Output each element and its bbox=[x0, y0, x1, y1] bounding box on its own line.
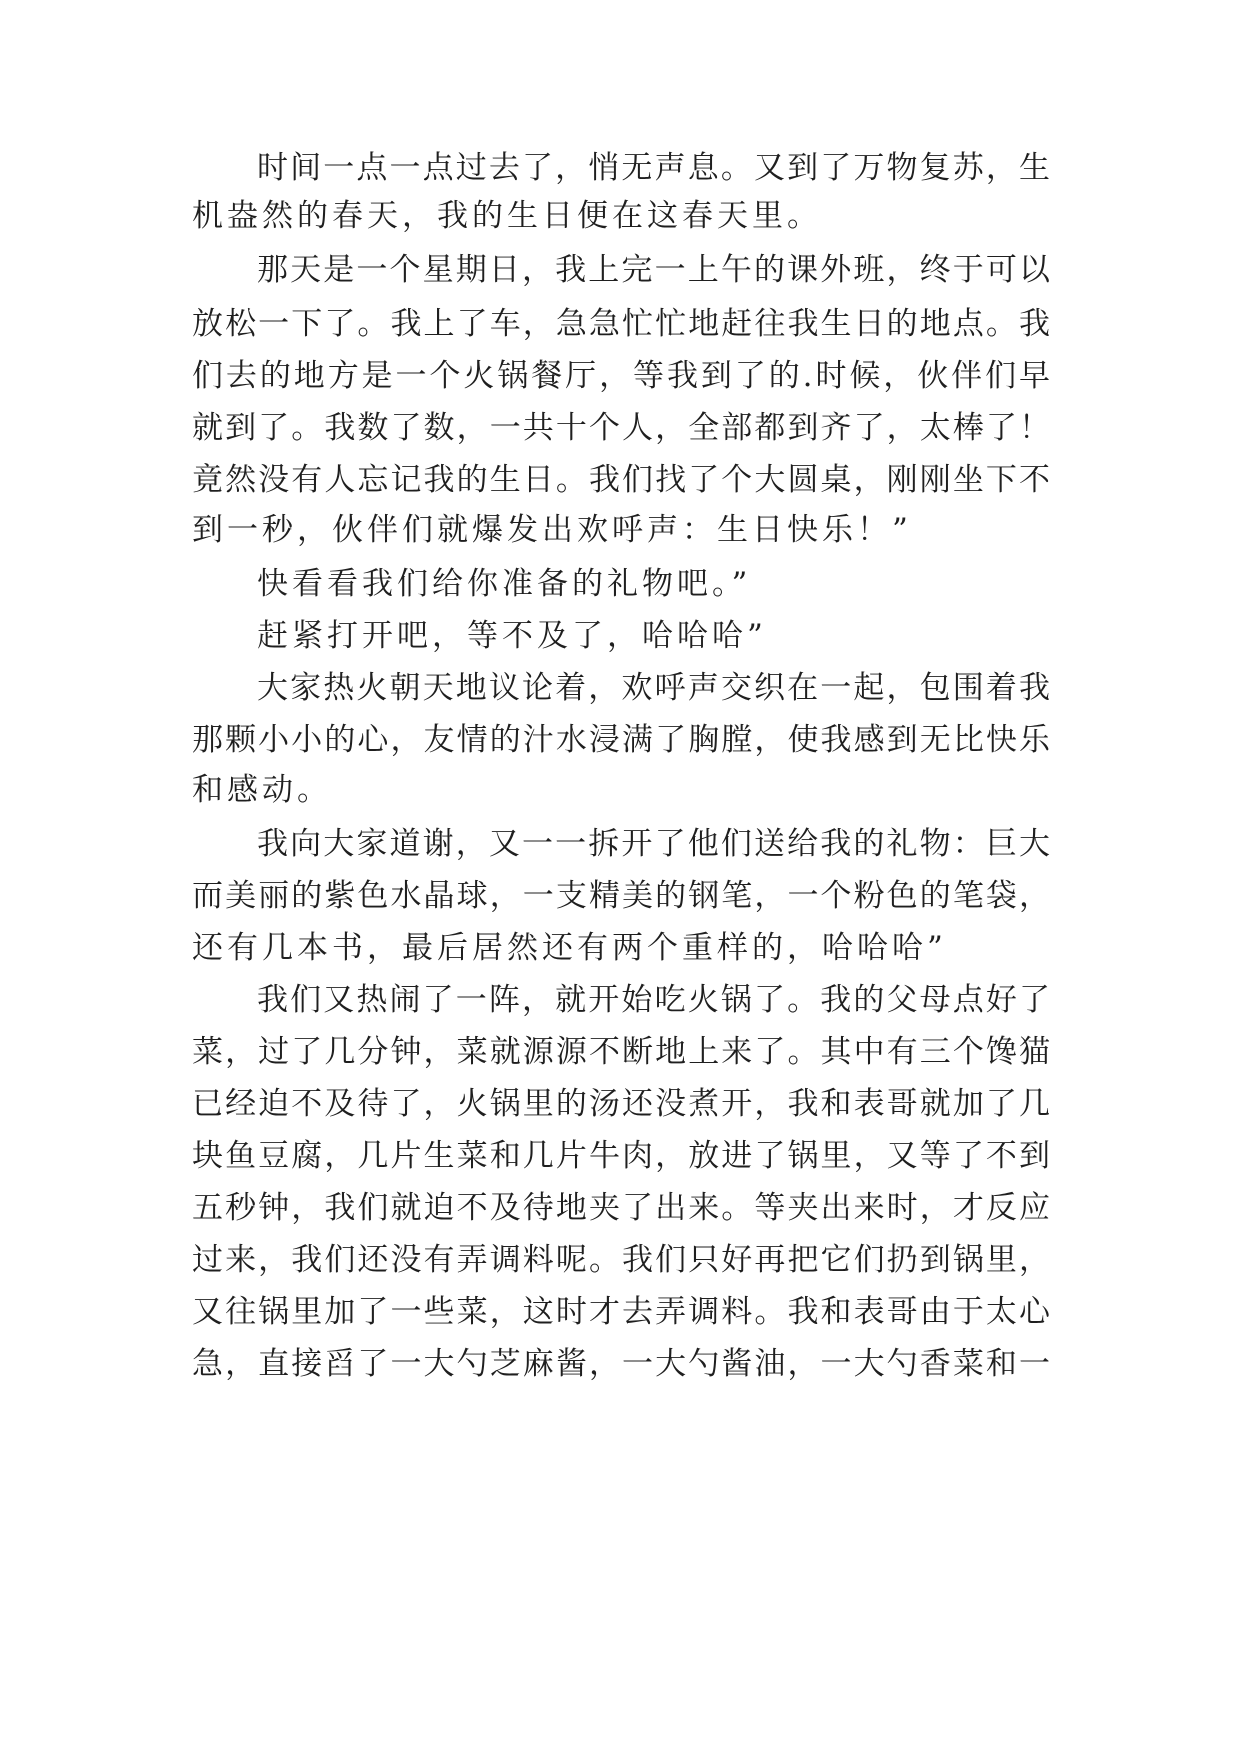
text-line: 还有几本书，最后居然还有两个重样的，哈哈哈” bbox=[192, 930, 947, 966]
text-line: 已经迫不及待了，火锅里的汤还没煮开，我和表哥就加了几 bbox=[192, 1086, 1050, 1122]
text-line: 到一秒，伙伴们就爆发出欢呼声：生日快乐！” bbox=[192, 512, 912, 548]
text-line: 我向大家道谢，又一一拆开了他们送给我的礼物：巨大 bbox=[257, 826, 1050, 862]
text-line: 就到了。我数了数，一共十个人，全部都到齐了，太棒了！ bbox=[192, 410, 1050, 446]
text-line: 快看看我们给你准备的礼物吧。” bbox=[257, 566, 752, 602]
text-line: 而美丽的紫色水晶球，一支精美的钢笔，一个粉色的笔袋， bbox=[192, 878, 1050, 914]
text-line: 和感动。 bbox=[192, 772, 332, 808]
text-line: 机盎然的春天，我的生日便在这春天里。 bbox=[192, 198, 822, 234]
text-line: 放松一下了。我上了车，急急忙忙地赶往我生日的地点。我 bbox=[192, 306, 1050, 342]
text-line: 那天是一个星期日，我上完一上午的课外班，终于可以 bbox=[257, 252, 1050, 288]
text-line: 竟然没有人忘记我的生日。我们找了个大圆桌，刚刚坐下不 bbox=[192, 462, 1050, 498]
text-line: 五秒钟，我们就迫不及待地夹了出来。等夹出来时，才反应 bbox=[192, 1190, 1050, 1226]
text-line: 们去的地方是一个火锅餐厅，等我到了的.时候，伙伴们早 bbox=[192, 358, 1050, 394]
text-line: 那颗小小的心，友情的汁水浸满了胸膛，使我感到无比快乐 bbox=[192, 722, 1050, 758]
text-line: 急，直接舀了一大勺芝麻酱，一大勺酱油，一大勺香菜和一 bbox=[192, 1346, 1050, 1382]
text-line: 块鱼豆腐，几片生菜和几片牛肉，放进了锅里，又等了不到 bbox=[192, 1138, 1050, 1174]
text-line: 菜，过了几分钟，菜就源源不断地上来了。其中有三个馋猫 bbox=[192, 1034, 1050, 1070]
text-line: 时间一点一点过去了，悄无声息。又到了万物复苏，生 bbox=[257, 150, 1050, 186]
text-line: 大家热火朝天地议论着，欢呼声交织在一起，包围着我 bbox=[257, 670, 1050, 706]
text-line: 过来，我们还没有弄调料呢。我们只好再把它们扔到锅里， bbox=[192, 1242, 1050, 1278]
text-line: 又往锅里加了一些菜，这时才去弄调料。我和表哥由于太心 bbox=[192, 1294, 1050, 1330]
text-line: 我们又热闹了一阵，就开始吃火锅了。我的父母点好了 bbox=[257, 982, 1050, 1018]
text-line: 赶紧打开吧，等不及了，哈哈哈” bbox=[257, 618, 767, 654]
